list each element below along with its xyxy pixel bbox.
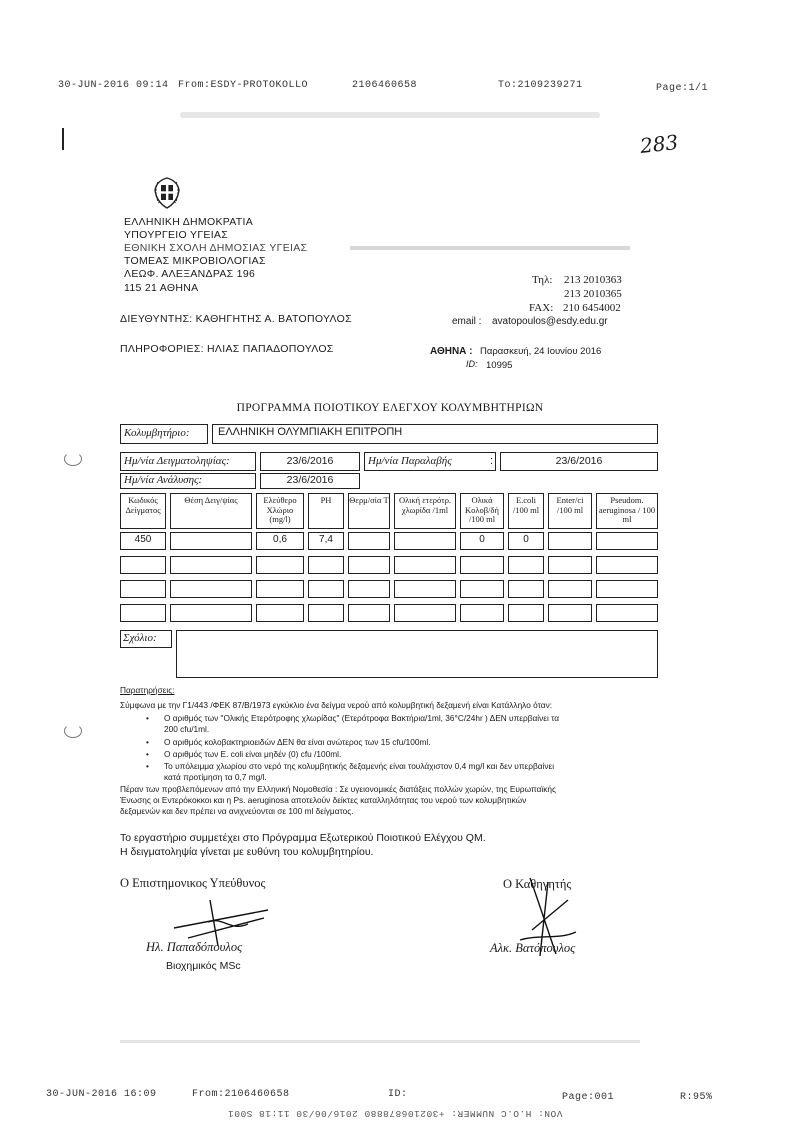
right-signatory-title: Ο Καθηγητής: [503, 877, 572, 891]
column-header-label: Ολικά Κολοβ/δή /100 ml: [465, 495, 499, 524]
sampling-value: 23/6/2016: [286, 455, 334, 467]
tel-number-2: 213 2010365: [564, 288, 622, 300]
table-cell: [460, 580, 504, 598]
notes-paragraph-2: Ένωσης οι Εντερόκοκκοι και η Ps. aeruginosa αποτελούν δείκτες καταλληλότητας του νερού των κολυμβητικών: [120, 795, 527, 805]
column-header-label: Enter/ci /100 ml: [556, 495, 584, 515]
table-cell: [308, 556, 344, 574]
notes-paragraph-1: Πέραν των προβλεπόμενων από την Ελληνική Νομοθεσία : Σε υγειονομικές διατάξεις πολλών χωρών, της Ευρωπαϊκής: [120, 784, 556, 794]
lab-statement-2: Η δειγματοληψία γίνεται με ευθύνη του κολυμβητηρίου.: [120, 846, 374, 858]
email-label: email :: [452, 316, 482, 327]
table-cell: [120, 580, 166, 598]
column-header-label: Θερμ/σία T: [349, 495, 389, 505]
notes-intro: Σύμφωνα με την Γ1/443 /ΦΕΚ 87/Β/1973 εγκύκλιο ένα δείγμα νερού από κολυμβητική δεξαμενή είναι Κατάλληλο όταν:: [120, 700, 553, 710]
bullet: •: [146, 749, 149, 759]
table-cell: [548, 580, 592, 598]
table-cell: [596, 556, 658, 574]
left-signature-scribble: [168, 888, 278, 948]
letter-date: Παρασκευή, 24 Ιουνίου 2016: [480, 346, 602, 357]
column-header-label: Ελεύθερο Χλώριο (mg/l): [263, 495, 297, 524]
tel-number-1: 213 2010363: [564, 274, 622, 286]
letterhead-republic: ΕΛΛΗΝΙΚΗ ΔΗΜΟΚΡΑΤΙΑ: [124, 216, 254, 228]
receipt-label: Ημ/νία Παραλαβής: [368, 455, 452, 467]
table-cell: [596, 604, 658, 622]
table-cell: [170, 604, 252, 622]
column-header-label: PH: [320, 495, 332, 505]
table-cell: [256, 580, 304, 598]
left-signatory-name: Ηλ. Παπαδόπουλος: [146, 940, 243, 954]
note-bullet-4-cont: κατά προτίμηση τα 0,7 mg/l.: [164, 772, 267, 782]
margin-mark: [62, 128, 64, 150]
right-signatory-name: Αλκ. Βατόπουλος: [490, 941, 576, 955]
table-cell: [596, 580, 658, 598]
mirrored-fax-line: VON: H.O.C NUMMER: +302106878880 2016/06/30 11:18 S001: [227, 1108, 563, 1119]
fax-header-date: 30-JUN-2016 09:14: [58, 80, 169, 91]
lab-statement-1: Το εργαστήριο συμμετέχει στο Πρόγραμμα Εξωτερικού Ποιοτικού Ελέγχου QM.: [120, 832, 486, 844]
sampling-label: Ημ/νία Δειγματοληψίας:: [124, 455, 230, 467]
table-cell: 0: [460, 532, 504, 550]
table-cell: [308, 604, 344, 622]
note-bullet-2: Ο αριθμός κολοβακτηριοειδών ΔΕΝ θα είναι ανώτερος των 15 cfu/100ml.: [164, 737, 431, 747]
column-header-label: Pseudom. aeruginosa / 100 ml: [598, 495, 656, 524]
table-cell: 7,4: [308, 532, 344, 550]
column-header-label: Θέση Δειγ/ψίας: [184, 495, 238, 505]
table-cell: [308, 580, 344, 598]
table-cell: [120, 604, 166, 622]
note-bullet-1: Ο αριθμός των "Ολικής Ετερότροφης χλωρίδας" (Ετερότροφα Βακτήρια/1ml, 36°C/24hr ) ΔΕΝ υπερβαίνει τα: [164, 713, 560, 723]
table-cell: [508, 556, 544, 574]
punch-hole: [64, 452, 82, 466]
form-title: ΠΡΟΓΡΑΜΜΑ ΠΟΙΟΤΙΚΟΥ ΕΛΕΓΧΟΥ ΚΟΛΥΜΒΗΤΗΡΙΩΝ: [236, 402, 544, 414]
table-cell: [394, 580, 456, 598]
pool-label: Κολυμβητήριο:: [124, 427, 190, 439]
receipt-value: 23/6/2016: [555, 455, 603, 467]
fax-header-number: 2106460658: [352, 80, 418, 91]
table-cell: [348, 604, 390, 622]
table-cell: [348, 532, 390, 550]
handwritten-number: 283: [638, 130, 680, 158]
table-cell: 0,6: [256, 532, 304, 550]
notes-paragraph-3: δεξαμενών και δεν πρέπει να ανιχνεύονται σε 100 ml δείγματος.: [120, 806, 354, 816]
analysis-label: Ημ/νία Ανάλυσης:: [124, 474, 203, 486]
receipt-colon: :: [490, 455, 494, 467]
table-cell: [548, 532, 592, 550]
table-cell: [548, 604, 592, 622]
letterhead-school: ΕΘΝΙΚΗ ΣΧΟΛΗ ΔΗΜΟΣΙΑΣ ΥΓΕΙΑΣ: [124, 242, 308, 254]
comment-box: [176, 630, 658, 678]
email-address: avatopoulos@esdy.edu.gr: [492, 316, 608, 327]
fax-footer-from: From:2106460658: [192, 1089, 290, 1100]
greek-crest-icon: [150, 176, 184, 210]
table-cell: [508, 580, 544, 598]
tel-label: Τηλ:: [532, 274, 553, 286]
bullet: •: [146, 713, 149, 723]
id-value: 10995: [486, 360, 513, 371]
letterhead-department: ΤΟΜΕΑΣ ΜΙΚΡΟΒΙΟΛΟΓΙΑΣ: [124, 255, 266, 267]
fax-header-from: From:ESDY-PROTOKOLLO: [178, 80, 309, 91]
table-cell: [120, 556, 166, 574]
pool-value: ΕΛΛΗΝΙΚΗ ΟΛΥΜΠΙΑΚΗ ΕΠΙΤΡΟΠΗ: [218, 426, 403, 438]
fax-footer-r: R:95%: [680, 1092, 713, 1103]
scan-noise-band: [180, 112, 600, 118]
comment-label: Σχόλιο:: [123, 632, 157, 644]
bleed-through-line: [120, 1040, 640, 1043]
column-header-label: Ολική ετερότρ. χλωρίδα /1ml: [398, 495, 452, 515]
fax-header-page: Page:1/1: [656, 83, 709, 94]
note-bullet-4: Το υπόλειμμα χλωρίου στο νερό της κολυμβητικής δεξαμενής είναι τουλάχιστον 0,4 mg/l και δεν υπερβαίνει: [164, 761, 555, 771]
fax-footer-id: ID:: [388, 1089, 408, 1100]
notes-heading: Παρατηρήσεις:: [120, 685, 175, 695]
punch-hole: [64, 724, 82, 738]
table-cell: [394, 556, 456, 574]
letterhead-ministry: ΥΠΟΥΡΓΕΙΟ ΥΓΕΙΑΣ: [124, 229, 229, 241]
left-signatory-title: Ο Επιστημονικος Υπεύθυνος: [120, 876, 266, 890]
table-cell: [394, 532, 456, 550]
table-cell: [508, 604, 544, 622]
table-cell: 0: [508, 532, 544, 550]
table-cell: [460, 556, 504, 574]
faded-stamp-band: [350, 246, 630, 250]
letterhead-postcode-city: 115 21 ΑΘΗΝΑ: [124, 282, 199, 294]
left-signatory-role: Βιοχημικός MSc: [166, 960, 241, 972]
table-cell: [170, 556, 252, 574]
analysis-value: 23/6/2016: [286, 474, 334, 486]
table-cell: [596, 532, 658, 550]
table-cell: [394, 604, 456, 622]
fax-header-to: To:2109239271: [498, 80, 583, 91]
table-cell: [256, 604, 304, 622]
note-bullet-3: Ο αριθμός των E. coli είναι μηδέν (0) cfu /100ml.: [164, 749, 342, 759]
fax-label: FAX:: [529, 302, 554, 314]
table-cell: [170, 580, 252, 598]
fax-number: 210 6454002: [563, 302, 621, 314]
fax-footer-date: 30-JUN-2016 16:09: [46, 1089, 157, 1100]
table-cell: [548, 556, 592, 574]
column-header-label: Κωδικός Δείγματος: [125, 495, 161, 515]
table-cell: [256, 556, 304, 574]
note-bullet-1-cont: 200 cfu/1ml.: [164, 724, 210, 734]
letterhead-address: ΛΕΩΦ. ΑΛΕΞΑΝΔΡΑΣ 196: [124, 268, 256, 280]
column-header-label: E.coli /100 ml: [512, 495, 540, 515]
director-line: ΔΙΕΥΘΥΝΤΗΣ: ΚΑΘΗΓΗΤΗΣ Α. ΒΑΤΟΠΟΥΛΟΣ: [120, 313, 352, 325]
table-cell: [348, 556, 390, 574]
id-label: ID:: [466, 359, 478, 369]
table-cell: 450: [120, 532, 166, 550]
city-label: ΑΘΗΝΑ :: [430, 346, 473, 357]
info-line: ΠΛΗΡΟΦΟΡΙΕΣ: ΗΛΙΑΣ ΠΑΠΑΔΟΠΟΥΛΟΣ: [120, 343, 334, 355]
fax-footer-page: Page:001: [562, 1092, 615, 1103]
table-cell: [460, 604, 504, 622]
bullet: •: [146, 737, 149, 747]
table-cell: [170, 532, 252, 550]
table-cell: [348, 580, 390, 598]
bullet: •: [146, 761, 149, 771]
